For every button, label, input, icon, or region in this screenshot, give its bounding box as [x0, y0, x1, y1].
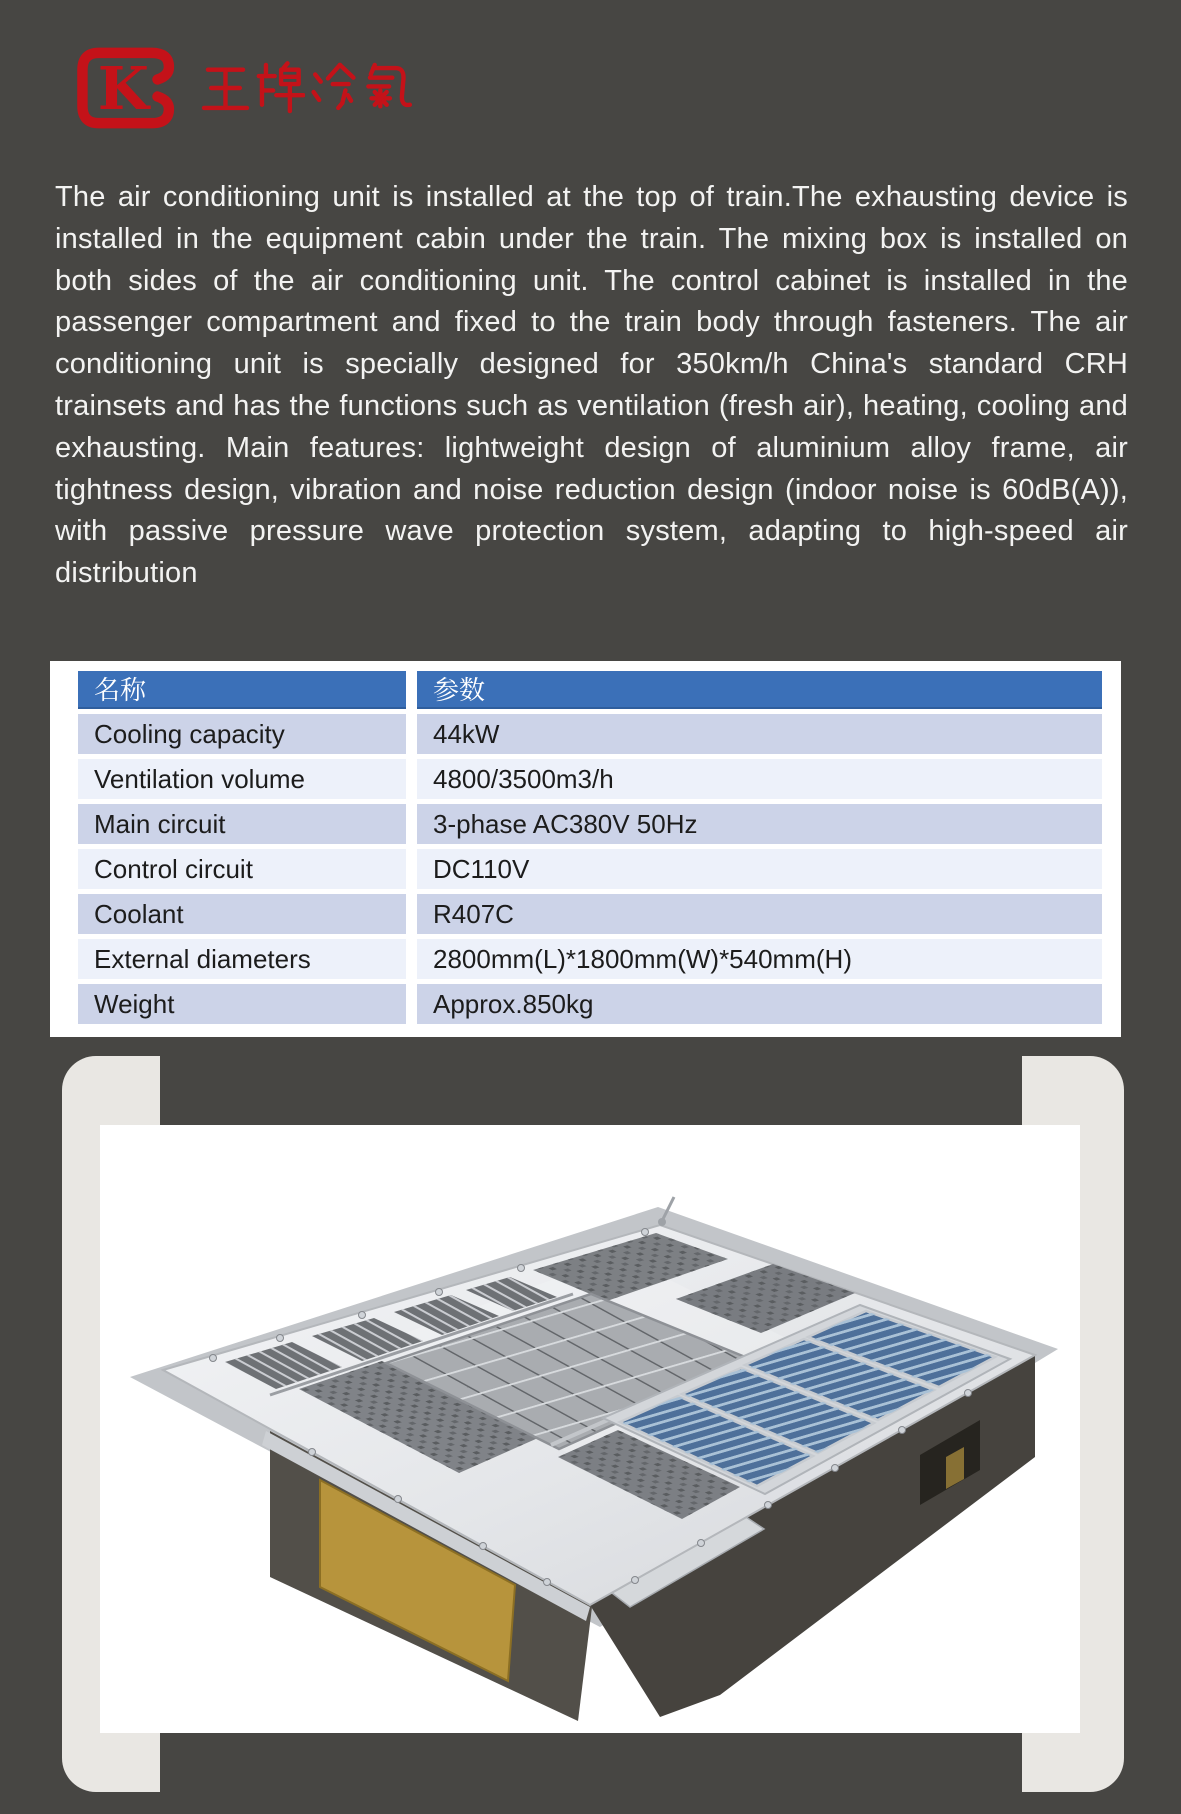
brand-char-leng-icon [308, 58, 359, 118]
spec-header-name: 名称 [78, 671, 406, 709]
product-photo [100, 1125, 1080, 1733]
ac-unit-illustration [100, 1125, 1080, 1733]
spec-row-name: Coolant [78, 894, 406, 934]
spec-row-value: 4800/3500m3/h [417, 759, 1102, 799]
spec-row-value: 3-phase AC380V 50Hz [417, 804, 1102, 844]
brand-char-pai-icon [254, 58, 305, 118]
spec-row-name: Ventilation volume [78, 759, 406, 799]
spec-table [78, 671, 1102, 1024]
brand-k-letter: K [97, 53, 149, 123]
spec-row-name: Main circuit [78, 804, 406, 844]
spec-row-name: Weight [78, 984, 406, 1024]
product-description: The air conditioning unit is installed at the top of train.The exhausting device is installed in the equipment cabin under the train. The mixing box is installed on both sides of the air conditioning unit. The control cabinet is installed in the passenger compartment and fixed to the train body through fasteners. The air conditioning unit is specially designed for 350km/h China's standard CRH trainsets and has the functions such as ventilation (fresh air), heating, cooling and exhausting. Main features: lightweight design of aluminium alloy frame, air tightness design, vibration and noise reduction design (indoor noise is 60dB(A)), with passive pressure wave protection system, adapting to high-speed air distribution [55, 181, 1128, 590]
brand-char-wang-icon [200, 58, 251, 118]
spec-row-value: R407C [417, 894, 1102, 934]
spec-row-value: 44kW [417, 714, 1102, 754]
spec-table-panel [50, 661, 1121, 1037]
brand-k-emblem-icon [72, 44, 186, 132]
spec-row-value: 2800mm(L)*1800mm(W)*540mm(H) [417, 939, 1102, 979]
spec-row-name: Control circuit [78, 849, 406, 889]
brand-char-qi-icon [362, 58, 413, 118]
brand-logo-text [200, 58, 413, 118]
spec-row-value: DC110V [417, 849, 1102, 889]
spec-row-name: External diameters [78, 939, 406, 979]
spec-header-param: 参数 [417, 671, 1102, 709]
spec-row-value: Approx.850kg [417, 984, 1102, 1024]
brand-logo [72, 44, 413, 132]
spec-row-name: Cooling capacity [78, 714, 406, 754]
